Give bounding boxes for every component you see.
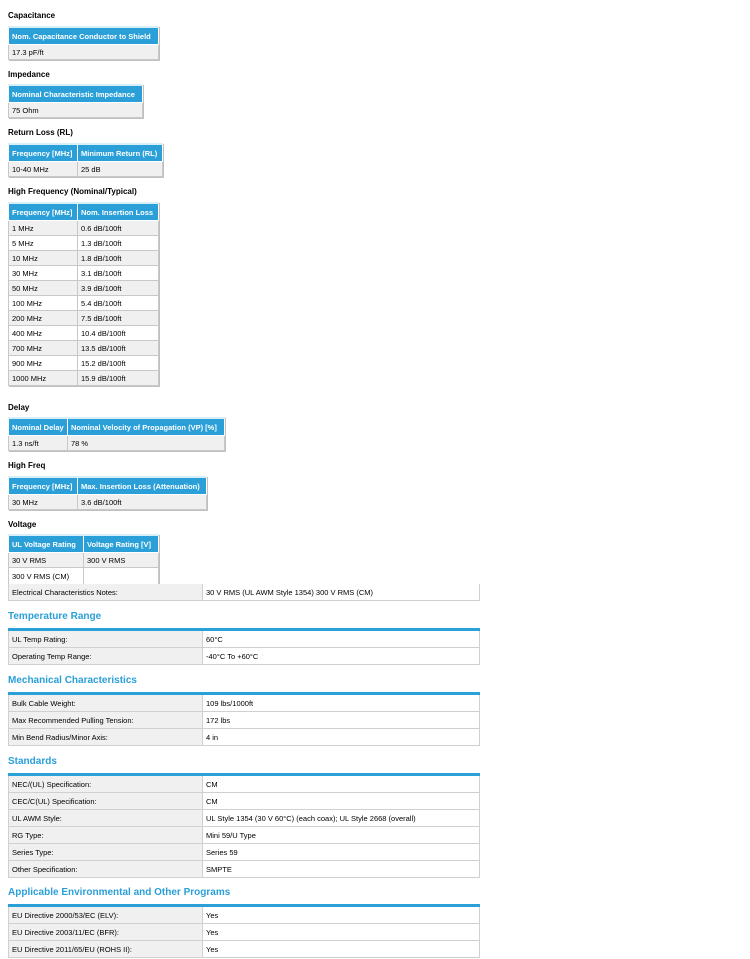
table-header: Max. Insertion Loss (Attenuation) [78,477,207,495]
table-cell: 100 MHz [9,296,78,311]
electrical-notes-table [8,584,480,601]
table-cell: 78 % [68,436,225,451]
table-cell: 200 MHz [9,311,78,326]
standards-table [8,776,480,878]
return-loss-heading: Return Loss (RL) [8,128,73,137]
property-label: EU Directive 2000/53/EC (ELV): [9,907,203,924]
table-cell: 13.5 dB/100ft [78,341,159,356]
property-value: 4 in [203,729,480,746]
table-cell: 10-40 MHz [9,162,78,177]
capacitance-heading: Capacitance [8,11,56,20]
temperature-range-title: Temperature Range [8,611,102,622]
table-cell: 900 MHz [9,356,78,371]
property-label: Series Type: [9,844,203,861]
voltage-heading: Voltage [8,520,37,529]
high-freq-heading: High Freq [8,461,46,470]
property-value: 30 V RMS (UL AWM Style 1354) 300 V RMS (CM) [203,584,480,601]
table-cell: 1.3 dB/100ft [78,236,159,251]
table-cell: 15.9 dB/100ft [78,371,159,386]
property-value: 60°C [203,631,480,648]
property-value: -40°C To +60°C [203,648,480,665]
property-label: Min Bend Radius/Minor Axis: [9,729,203,746]
property-label: CEC/C(UL) Specification: [9,793,203,810]
table-header: Nominal Velocity of Propagation (VP) [%] [68,418,225,436]
high-frequency-table [8,202,159,386]
table-cell: 30 MHz [9,495,78,510]
table-cell: 1.3 ns/ft [9,436,68,451]
table-cell: 1000 MHz [9,371,78,386]
mechanical-characteristics-title: Mechanical Characteristics [8,675,137,686]
high-frequency-heading: High Frequency (Nominal/Typical) [8,187,137,196]
property-value: 109 lbs/1000ft [203,695,480,712]
table-cell: 3.9 dB/100ft [78,281,159,296]
property-label: RG Type: [9,827,203,844]
table-cell: 1.8 dB/100ft [78,251,159,266]
table-cell: 300 V RMS [84,553,159,568]
table-header: Frequency [MHz] [9,203,78,221]
table-header: Frequency [MHz] [9,144,78,162]
standards-title: Standards [8,756,57,767]
environmental-table [8,907,480,958]
table-cell: 15.2 dB/100ft [78,356,159,371]
table-cell: 17.3 pF/ft [9,45,159,60]
mechanical-table [8,695,480,746]
property-label: Other Specification: [9,861,203,878]
table-cell: 10.4 dB/100ft [78,326,159,341]
property-label: EU Directive 2011/65/EU (ROHS II): [9,941,203,958]
table-header: Nom. Insertion Loss [78,203,159,221]
property-label: UL Temp Rating: [9,631,203,648]
table-cell: 5.4 dB/100ft [78,296,159,311]
table-cell [84,568,159,585]
table-header: Nominal Characteristic Impedance [9,85,143,103]
property-label: NEC/(UL) Specification: [9,776,203,793]
table-cell: 400 MHz [9,326,78,341]
property-value: SMPTE [203,861,480,878]
table-cell: 30 V RMS [9,553,84,568]
property-value: UL Style 1354 (30 V 60°C) (each coax); UL Style 2668 (overall) [203,810,480,827]
table-header: Minimum Return (RL) [78,144,163,162]
property-label: UL AWM Style: [9,810,203,827]
table-cell: 30 MHz [9,266,78,281]
property-label: Operating Temp Range: [9,648,203,665]
table-cell: 1 MHz [9,221,78,236]
property-value: Yes [203,924,480,941]
table-cell: 75 Ohm [9,103,143,118]
table-cell: 5 MHz [9,236,78,251]
table-cell: 10 MHz [9,251,78,266]
property-value: Yes [203,941,480,958]
voltage-table [8,534,159,585]
property-value: CM [203,793,480,810]
table-cell: 0.6 dB/100ft [78,221,159,236]
table-cell: 3.6 dB/100ft [78,495,207,510]
table-cell: 300 V RMS (CM) [9,568,84,585]
property-label: Bulk Cable Weight: [9,695,203,712]
high-freq-table [8,476,207,510]
table-header: Voltage Rating [V] [84,535,159,553]
table-cell: 700 MHz [9,341,78,356]
impedance-heading: Impedance [8,70,50,79]
table-header: Nom. Capacitance Conductor to Shield [9,27,159,45]
table-header: Frequency [MHz] [9,477,78,495]
table-header: UL Voltage Rating [9,535,84,553]
property-label: Max Recommended Pulling Tension: [9,712,203,729]
delay-table [8,417,225,451]
return-loss-table [8,143,163,177]
property-value: CM [203,776,480,793]
delay-heading: Delay [8,403,30,412]
property-value: Series 59 [203,844,480,861]
table-header: Nominal Delay [9,418,68,436]
capacitance-table [8,26,159,60]
table-cell: 25 dB [78,162,163,177]
temperature-table [8,631,480,665]
impedance-table [8,84,143,118]
property-label: Electrical Characteristics Notes: [9,584,203,601]
environmental-programs-title: Applicable Environmental and Other Programs [8,887,231,898]
table-cell: 50 MHz [9,281,78,296]
table-cell: 7.5 dB/100ft [78,311,159,326]
property-value: 172 lbs [203,712,480,729]
property-label: EU Directive 2003/11/EC (BFR): [9,924,203,941]
property-value: Yes [203,907,480,924]
table-cell: 3.1 dB/100ft [78,266,159,281]
property-value: Mini 59/U Type [203,827,480,844]
